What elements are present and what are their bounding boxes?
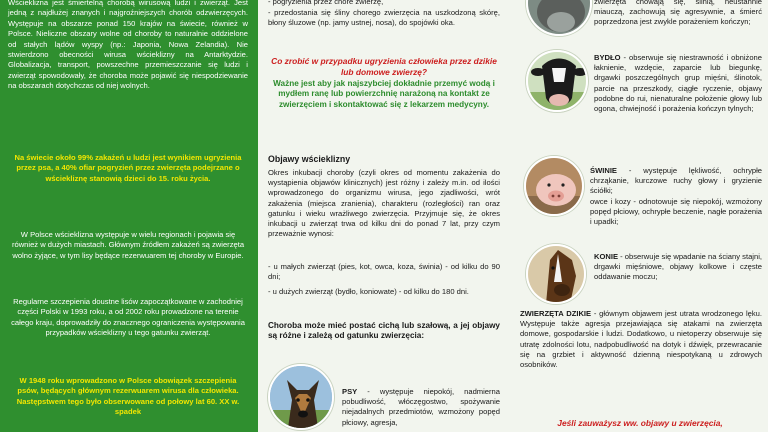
intro-paragraph: Wścieklizna jest śmiertelną chorobą wirusową ludzi i zwierząt. Jest jedną z najdłużej znanych i najgroźniejszych chorób odzwierzęcych. Występuje na obszarze ponad 150 krajów na świecie, również w Polsce. Nieliczne obszary wolne od choroby to naturalnie oddzielone od stałych lądów wyspy (np.: Japonia, Nowa Zelandia). Nie stwierdzono obecności wirusa wścieklizny na Antarktydzie. Globalizacja, transport, powszechne przemieszczanie się ludzi i zwierząt spowodowały, że choroba może pojawić się niespodziewanie na obszarach dotychczas od niej wolnych. bbox=[8, 0, 248, 91]
dog-label: PSY bbox=[342, 387, 358, 396]
pig-photo bbox=[524, 156, 584, 216]
symptoms-heading: Objawy wścieklizny bbox=[268, 154, 351, 164]
first-aid-question: Co zrobić w przypadku ugryzienia człowieka przez dzikie lub domowe zwierzę? bbox=[271, 56, 497, 77]
cattle-symptoms-text: - obserwuje się niestrawność i obniżone łaknienie, wzdęcie, zaparcie lub biegunkę, drgawki poszczególnych grup mięśni, ślinotok, parcie na przeszkody, ciągłe ryczenie, objawy podobne do rui, nienaturalne położenie głowy lub ogona, chwiejność i porażenia kończyn tylnych; bbox=[594, 53, 762, 114]
fox-vaccination-paragraph: Regularne szczepienia doustne lisów zapoczątkowane w zachodniej części Polski w 1993 roku, a od 2002 roku prowadzone na terenie całego kraju, doprowadziły do znacznego ograniczenia występowania przypadków wścieklizny u tego gatunku zwierząt. bbox=[11, 297, 245, 338]
horse-symptoms bbox=[594, 252, 762, 283]
middle-info-panel bbox=[258, 0, 510, 432]
wild-animals-label: ZWIERZĘTA DZIKIE bbox=[520, 309, 592, 318]
poland-rabies-paragraph: W Polsce wścieklizna występuje w wielu regionach i pojawia się również w dużych miastach. Głównym źródłem zakażeń są zwierzęta wolno żyjące, w tym lisy będące rezerwuarem tej choroby w Europie. bbox=[11, 230, 245, 260]
left-info-panel bbox=[0, 0, 258, 432]
wild-animals-symptoms-text: - głównym objawem jest utrata wrodzonego lęku. Występuje także agresja przejawiająca się atakami na zwierzęta domowe, gospodarskie i ludzi. Dodatkowo, u nietoperzy obserwuje się utratę zdolności lotu, nadpobudliwość na dotyk i dźwięk, przewracanie się na grzbiet i aktywność dzienną niespotykaną u zdrowych osobników. bbox=[520, 309, 762, 370]
cat-photo bbox=[526, 0, 592, 36]
dog-symptoms-text: - występuje niepokój, nadmierna pobudliwość, włóczęgostwo, spożywanie niejadalnych przedmiotów, wzmożony popęd płciowy, agresja, bbox=[342, 387, 500, 427]
disease-forms-text: Choroba może mieć postać cichą lub szałową, a jej objawy są różne i zależą od gatunku zwierzęcia: bbox=[268, 321, 500, 341]
dog-photo bbox=[268, 364, 334, 430]
cattle-label: BYDŁO bbox=[594, 53, 621, 62]
incubation-small-animals: - u małych zwierząt (pies, kot, owca, koza, świnia) - od kilku do 90 dni; bbox=[268, 262, 500, 282]
dog-vaccination-history-highlight: W 1948 roku wprowadzono w Polsce obowiązek szczepienia psów, będących głównym rezerwuarem wirusa dla człowieka. Następstwem tego było obserwowane od połowy lat 60. XX w. spadek bbox=[16, 376, 240, 417]
infection-route-bite: - pogryzienia przez chore zwierzę, bbox=[268, 0, 384, 6]
infection-route-saliva: - przedostania się śliny chorego zwierzęcia na uszkodzoną skórę, błony śluzowe (np. jamy ustnej, nosa), do spojówki oka. bbox=[268, 8, 500, 28]
pig-symptoms bbox=[590, 166, 762, 197]
sheep-goat-symptoms-text: owce i kozy - odnotowuje się niepokój, wzmożony popęd płciowy, ochrypłe beczenie, nagłe porażenia i upadki; bbox=[590, 197, 762, 227]
horse-label: KONIE bbox=[594, 252, 619, 261]
warning-footer: Jeśli zauważysz ww. objawy u zwierzęcia, bbox=[557, 418, 723, 428]
dog-bite-statistics-highlight: Na świecie około 99% zakażeń u ludzi jest wynikiem ugryzienia przez psa, a 40% ofiar pogryzień przez zwierzęta podejrzane o wściekliznę stanowią dzieci do 15. roku życia. bbox=[14, 153, 242, 183]
incubation-paragraph: Okres inkubacji choroby (czyli okres od momentu zakażenia do wystąpienia objawów klinicznych) jest różny i zależy m.in. od ilości wprowadzonego do organizmu wirusa, jego zjadliwości, wrót zakażenia (miejsca zranienia), charakteru (rozległości) ran oraz gatunku i wieku wrażliwego zwierzęcia. Przyjmuje się, że okres inkubacji u zwierząt trwa od kilku dni do ponad 7 lat, przy czym przeważnie wynosi: bbox=[268, 168, 500, 239]
horse-photo bbox=[526, 244, 586, 304]
cow-photo bbox=[526, 50, 588, 112]
cattle-symptoms bbox=[594, 53, 762, 114]
pig-label: ŚWINIE bbox=[590, 166, 618, 175]
pig-symptoms-text: - występuje lękliwość, ochrypłe chrząkanie, kurczowe ruchy głowy i gryzienie ściółki; bbox=[590, 166, 762, 196]
first-aid-answer: Ważne jest aby jak najszybciej dokładnie przemyć wodą i mydłem ranę lub powierzchnię narażoną na kontakt ze zwierzęciem i skontaktować się z lekarzem medycyny. bbox=[273, 79, 495, 109]
cat-symptoms-text: zwierzęta chowają się, ślinią, neustannie miauczą, zachowują się agresywnie, a śmierć poprzedzona jest zwykle porażeniem kończyn; bbox=[594, 0, 762, 27]
dog-symptoms bbox=[342, 387, 500, 428]
horse-symptoms-text: - obserwuje się wpadanie na ściany stajni, drgawki mięśniowe, objawy kolkowe i częste oddawanie moczu; bbox=[594, 252, 762, 282]
wild-animals-symptoms bbox=[520, 309, 762, 370]
incubation-large-animals: - u dużych zwierząt (bydło, koniowate) - od kilku do 180 dni. bbox=[268, 287, 469, 296]
right-info-panel bbox=[510, 0, 768, 432]
first-aid-box bbox=[266, 56, 502, 110]
